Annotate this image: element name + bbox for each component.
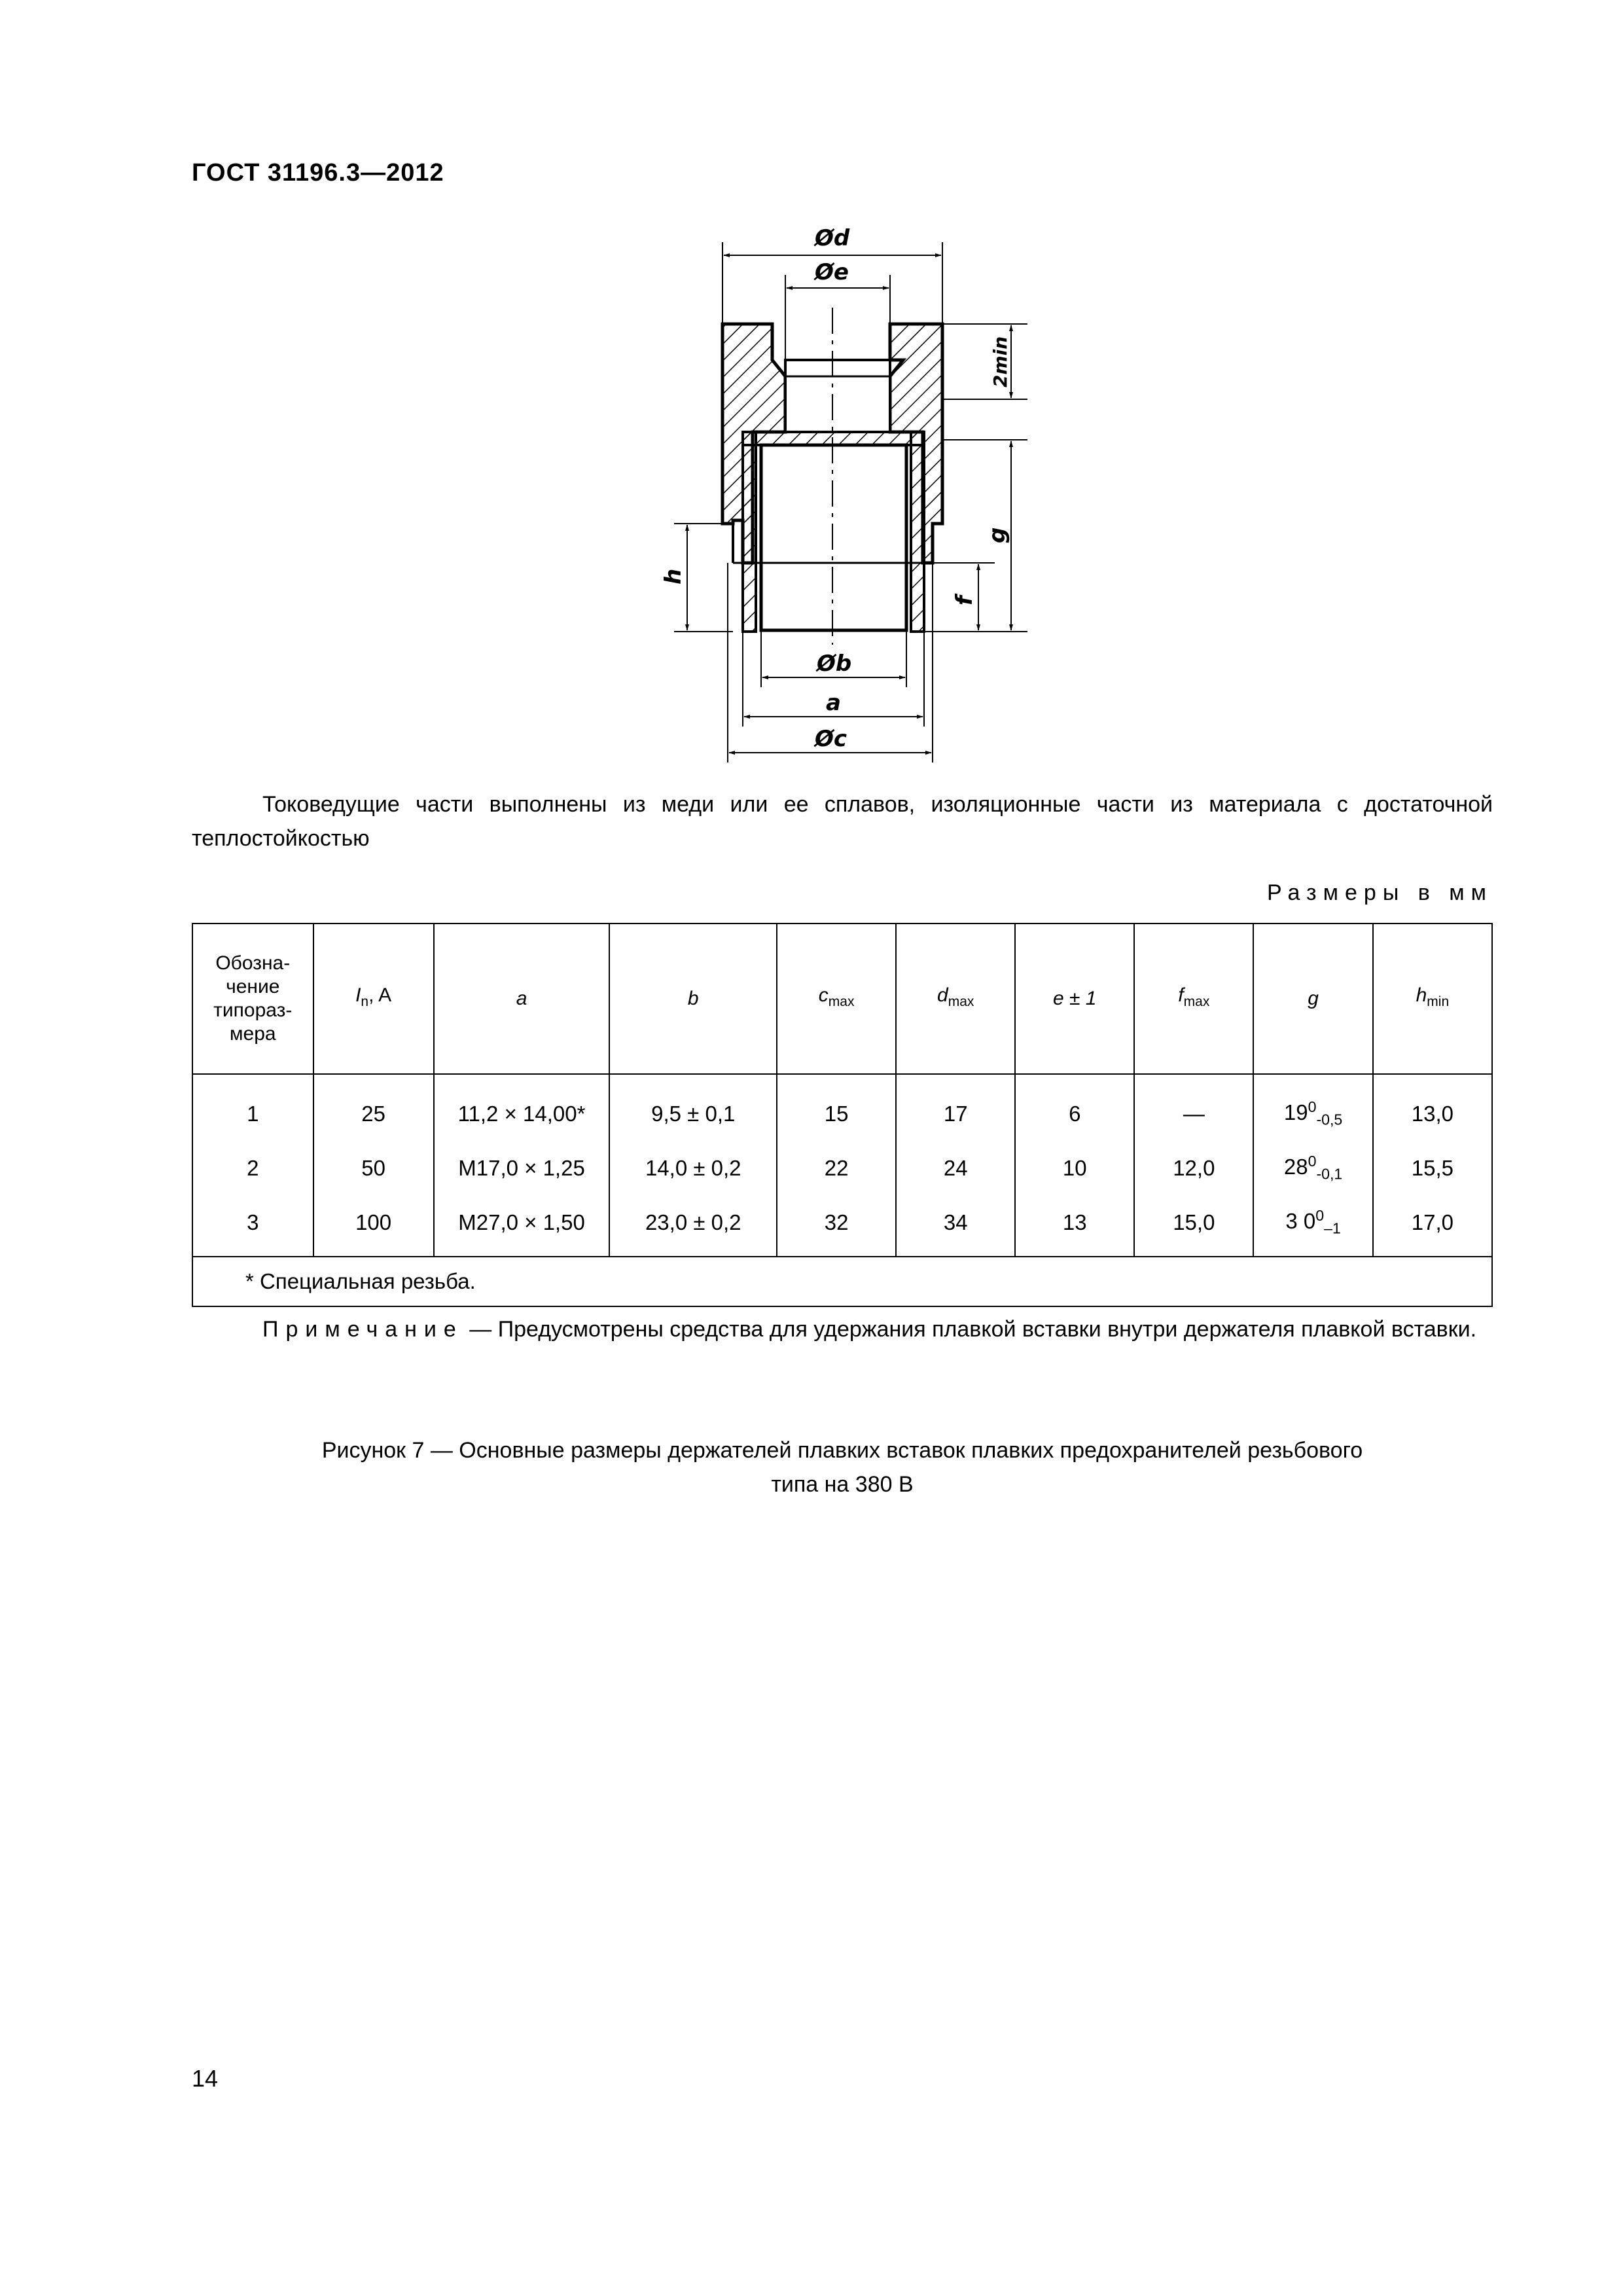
sleeve-right (911, 432, 924, 632)
table-footnote-row (192, 1257, 1492, 1306)
header-b: b (609, 924, 777, 1074)
header-c-max: $c_{max}$ (777, 924, 896, 1074)
note-text: — Предусмотрены средства для удержания плавкой вставки внутри держателя плавкой вставки. (463, 1317, 1477, 1342)
caption-line-2: типа на 380 В (771, 1472, 914, 1497)
figure-caption (192, 1433, 1493, 1501)
caption-line-1: Рисунок 7 — Основные размеры держателей плавких вставок плавких предохранителей резьбового (321, 1438, 1363, 1463)
dim-label-c: Øc (815, 726, 847, 752)
note-label: Примечание (262, 1317, 463, 1342)
header-h-min: $h_{min}$ (1373, 924, 1492, 1074)
header-g: g (1253, 924, 1372, 1074)
header-e: e ± 1 (1015, 924, 1134, 1074)
dim-label-e: Øe (815, 259, 849, 285)
materials-paragraph: Токоведущие части выполнены из меди или ее сплавов, изоляционные части из материала с достаточной теплостойкостью (192, 792, 1493, 851)
dim-label-b: Øb (817, 651, 852, 677)
table-footnote: * Специальная резьба. (192, 1257, 1492, 1306)
note-paragraph (192, 1312, 1493, 1346)
table-row: 3 100 M27,0 × 1,50 23,0 ± 0,2 32 34 13 15,0 3 $0^0_{-1}$ 17,0 (192, 1195, 1492, 1257)
dim-label-f: f (952, 596, 978, 605)
units-label: Размеры в мм (1266, 880, 1493, 905)
header-a: a (434, 924, 610, 1074)
dim-label-g: g (984, 527, 1010, 543)
page-number: 14 (192, 2065, 219, 2092)
header-designation: Обозна-чение типораз-мера (192, 924, 313, 1074)
table-row: 2 50 M17,0 × 1,25 14,0 ± 0,2 22 24 10 12,0 $28^0_{-0,1}$ 15,5 (192, 1141, 1492, 1195)
standard-header: ГОСТ 31196.3—2012 (192, 159, 444, 187)
dim-label-a: a (826, 690, 841, 716)
dim-label-d: Ød (815, 225, 850, 251)
dimensions-table (192, 923, 1493, 1307)
header-f-max: $f_{max}$ (1134, 924, 1253, 1074)
table-row: 1 25 11,2 × 14,00* 9,5 ± 0,1 15 17 6 — $19^0_{-0,5}$ 13,0 (192, 1074, 1492, 1141)
header-d-max: $d_{max}$ (896, 924, 1015, 1074)
table-header-row (192, 924, 1492, 1074)
dim-label-2min: 2min (990, 336, 1011, 387)
sleeve-left (743, 432, 756, 632)
dim-label-h: h (660, 568, 687, 584)
holder-cross-section-drawing (628, 216, 1086, 792)
header-rated-current: $I_n$, A (313, 924, 434, 1074)
